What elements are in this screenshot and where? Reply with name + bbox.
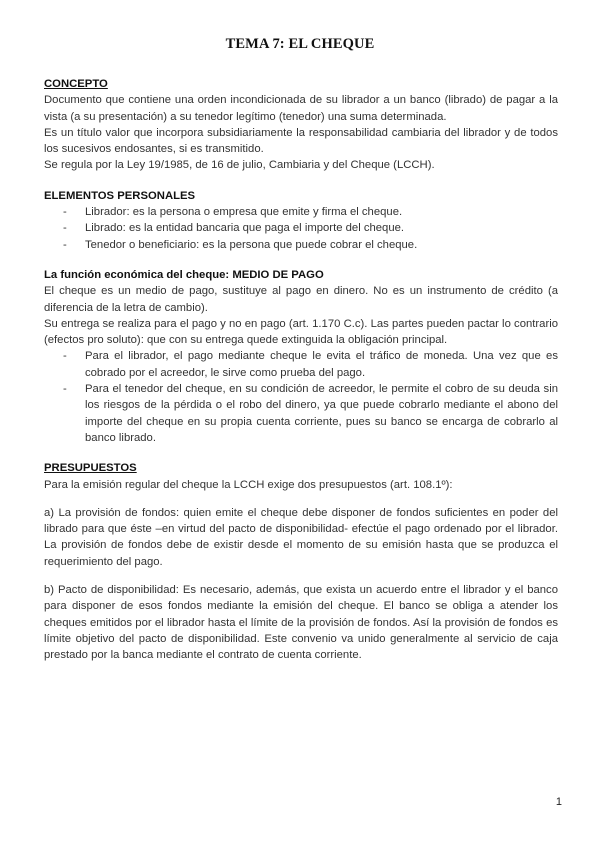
list-item xyxy=(44,237,558,253)
list-item-text: Para el tenedor del cheque, en su condición de acreedor, le permite el cobro de su deuda sin los riesgos de la pérdida o el robo del dinero, ya que puede cobrarlo mediante el abono del importe del cheque en su propia cuenta corriente, pues su banco se encarga de cobrarlo al banco librado. xyxy=(85,383,558,444)
list-dash: - xyxy=(63,206,67,219)
list-item-text: Librador: es la persona o empresa que emite y firma el cheque. xyxy=(85,206,403,219)
section-concepto xyxy=(44,76,558,174)
concepto-heading: CONCEPTO xyxy=(44,78,108,90)
presupuestos-paragraph-b: b) Pacto de disponibilidad: Es necesario, además, que exista un acuerdo entre el librador y el banco para disponer de esos fondos mediante la emisión del cheque. El banco se obliga a atender los cheques emitidos por el librador hasta el límite de la provisión de fondos. Así la provisión de fondos es límite objetivo del pacto de disponibilidad. Este convenio va unido generalmente al servicio de caja prestado por la banca mediante el contrato de cuenta corriente. xyxy=(44,584,558,662)
funcion-paragraph-1: El cheque es un medio de pago, sustituye al pago en dinero. No es un instrumento de crédito (a diferencia de la letra de cambio). xyxy=(44,285,558,314)
section-presupuestos xyxy=(44,460,558,663)
funcion-list xyxy=(44,348,558,446)
list-item-text: Para el librador, el pago mediante cheque le evita el tráfico de moneda. Una vez que es cobrado por el acreedor, le sirve como prueba del pago. xyxy=(85,350,558,379)
page-number: 1 xyxy=(555,796,562,808)
list-dash: - xyxy=(63,350,67,363)
elementos-heading: ELEMENTOS PERSONALES xyxy=(44,189,196,202)
list-dash: - xyxy=(63,238,67,251)
list-item xyxy=(44,348,558,381)
section-funcion-economica xyxy=(44,267,558,446)
list-item xyxy=(44,220,558,236)
document-title: TEMA 7: EL CHEQUE xyxy=(225,36,375,52)
presupuestos-heading: PRESUPUESTOS xyxy=(44,462,137,475)
presupuestos-intro: Para la emisión regular del cheque la LCCH exige dos presupuestos (art. 108.1º): xyxy=(44,478,453,491)
list-dash: - xyxy=(63,383,67,396)
document-body xyxy=(44,76,558,664)
list-item-text: Librado: es la entidad bancaria que paga el importe del cheque. xyxy=(85,222,405,235)
section-elementos-personales xyxy=(44,188,558,253)
list-item xyxy=(44,381,558,446)
concepto-paragraph-1: Documento que contiene una orden incondicionada de su librador a un banco (librado) de pagar a la vista (a su presentación) a su tenedor legítimo (tenedor) una suma determinada. xyxy=(44,94,558,123)
funcion-paragraph-2: Su entrega se realiza para el pago y no en pago (art. 1.170 C.c). Las partes pueden pactar lo contrario (efectos pro soluto): que con su entrega quede extinguida la obligación principal. xyxy=(44,317,558,347)
list-dash: - xyxy=(63,222,67,235)
list-item-text: Tenedor o beneficiario: es la persona que puede cobrar el cheque. xyxy=(85,238,418,251)
elementos-list xyxy=(44,204,558,253)
funcion-heading: La función económica del cheque: MEDIO DE PAGO xyxy=(44,268,324,281)
concepto-paragraph-2: Es un título valor que incorpora subsidiariamente la responsabilidad cambiaria del librador y de todos los sucesivos endosantes, si es transmitido. xyxy=(44,126,558,156)
presupuestos-paragraph-a: a) La provisión de fondos: quien emite el cheque debe disponer de fondos suficientes en poder del librado para que éste –en virtud del pacto de disponibilidad- efectúe el pago ordenado por el librador. La provisión de fondos debe de existir desde el momento de su emisión hasta que se produzca el requerimiento del pago. xyxy=(44,506,558,568)
concepto-paragraph-3: Se regula por la Ley 19/1985, de 16 de julio, Cambiaria y del Cheque (LCCH). xyxy=(44,159,435,172)
list-item xyxy=(44,204,558,220)
